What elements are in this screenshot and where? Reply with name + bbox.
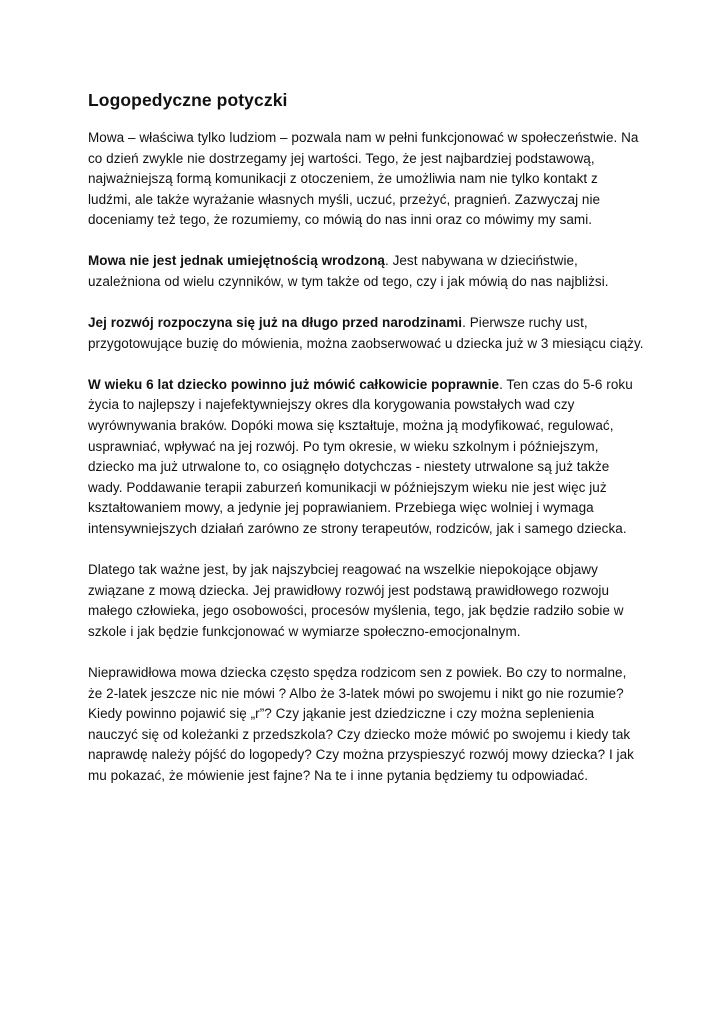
paragraph-text: . Ten czas do 5-6 roku życia to najlepszy i najefektywniejszy okres dla korygowania powstałych wad czy wyrównywania braków. Dopóki mowa się kształtuje, można ją modyfikować, regulować, usprawniać, wpływać na jej rozwój. Po tym okresie, w wieku szkolnym i późniejszym, dziecko ma już utrwalone to, co osiągnęło dotychczas - niestety utrwalone są już także wady. Poddawanie terapii zaburzeń komunikacji w późniejszym wieku nie jest więc już kształtowaniem mowy, a jedynie jej poprawianiem. Przebiega więc wolniej i wymaga intensywniejszych działań zarówno ze strony terapeutów, rodziców, jak i samego dziecka. (88, 376, 633, 536)
paragraph-text: . Pierwsze ruchy ust, przygotowujące buzię do mówienia, można zaobserwować u dziecka już w 3 miesiącu ciąży. (88, 315, 644, 351)
paragraph (88, 128, 644, 231)
document-body (88, 88, 644, 807)
paragraph-text: Nieprawidłowa mowa dziecka często spędza rodzicom sen z powiek. Bo czy to normalne, że 2-latek jeszcze nic nie mówi ? Albo że 3-latek mówi po swojemu i nikt go nie rozumie? Kiedy powinno pojawić się „r”? Czy jąkanie jest dziedziczne i czy można seplenienia nauczyć się od koleżanki z przedszkola? Czy dziecko może mówić po swojemu i kiedy tak naprawdę należy pójść do logopedy? Czy można przyspieszyć rozwój mowy dziecka? I jak mu pokazać, że mówienie jest fajne? Na te i inne pytania będziemy tu odpowiadać. (88, 664, 634, 783)
paragraph (88, 251, 644, 292)
paragraph (88, 313, 644, 354)
document-title: Logopedyczne potyczki (88, 90, 288, 110)
paragraph-lead-bold: W wieku 6 lat dziecko powinno już mówić całkowicie poprawnie (88, 376, 500, 392)
paragraph-text: Mowa – właściwa tylko ludziom – pozwala nam w pełni funkcjonować w społeczeństwie. Na co dzień zwykle nie dostrzegamy jej wartości. Tego, że jest najbardziej podstawową, najważniejszą formą komunikacji z otoczeniem, że umożliwia nam nie tylko kontakt z ludźmi, ale także wyrażanie własnych myśli, uczuć, przeżyć, pragnień. Zazwyczaj nie doceniamy też tego, że rozumiemy, co mówią do nas inni oraz co mówimy my sami. (88, 130, 639, 228)
paragraph-lead-bold: Mowa nie jest jednak umiejętnością wrodzoną (88, 253, 385, 269)
paragraph-text: Dlatego tak ważne jest, by jak najszybciej reagować na wszelkie niepokojące objawy związane z mową dziecka. Jej prawidłowy rozwój jest podstawą prawidłowego rozwoju małego człowieka, jego osobowości, procesów myślenia, tego, jak będzie radziło sobie w szkole i jak będzie funkcjonować w wymiarze społeczno-emocjonalnym. (88, 562, 624, 639)
paragraph (88, 663, 644, 787)
paragraph (88, 560, 644, 642)
paragraph-lead-bold: Jej rozwój rozpoczyna się już na długo przed narodzinami (88, 315, 463, 331)
paragraph (88, 375, 644, 540)
paragraph-text: . Jest nabywana w dzieciństwie, uzależniona od wielu czynników, w tym także od tego, czy i jak mówią do nas najbliżsi. (88, 253, 609, 290)
